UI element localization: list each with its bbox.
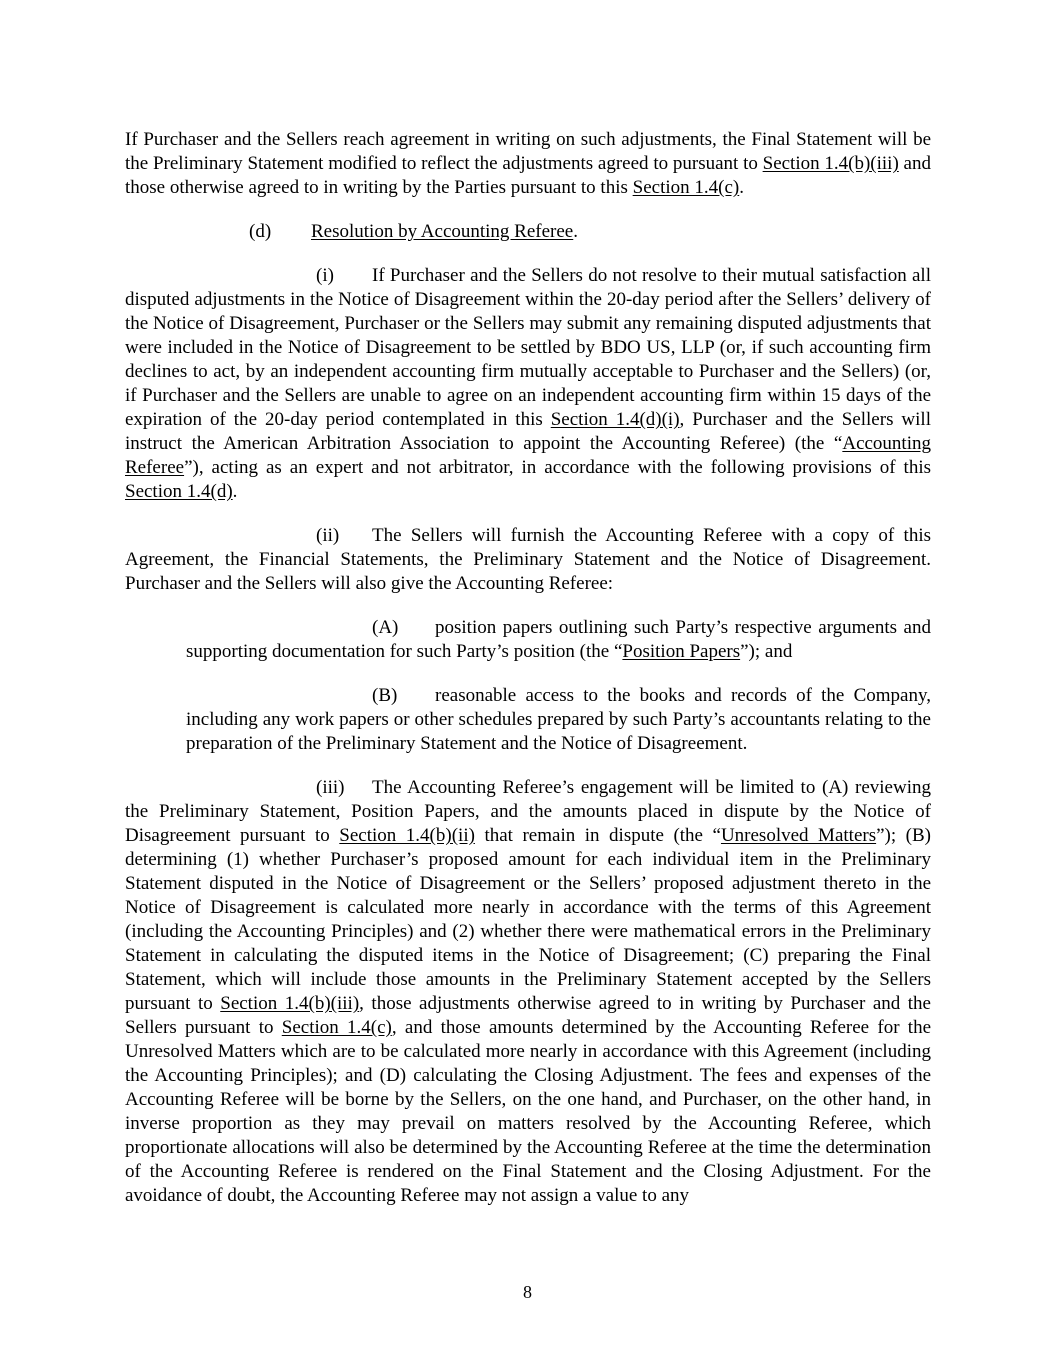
- cross-reference: Unresolved Matters: [720, 825, 877, 846]
- text-run: If Purchaser and the Sellers do not resolve to their mutual satisfaction all disputed adjustments in the Notice of Disagreement within the 20-day period after the Sellers’ delivery of the Notice of Disagreement, Purchaser or the Sellers may submit any remaining disputed adjustments that were included in the Notice of Disagreement to be settled by BDO US, LLP (or, if such accounting firm declines to act, by an independent accounting firm mutually acceptable to Purchaser and the Sellers) (or, if Purchaser and the Sellers are unable to agree on an independent accounting firm within 15 days of the expiration of the 20-day period contemplated in this: [125, 265, 931, 430]
- text-run: ”); and: [740, 641, 793, 662]
- text-run: reasonable access to the books and records of the Company, including any work papers or other schedules prepared by such Party’s accountants relating to the preparation of the Preliminary Statement and the Notice of Disagreement.: [186, 685, 931, 754]
- text-run: , Purchaser and the Sellers will instruct the American Arbitration Association to appoint the Accounting Referee) (the “: [125, 409, 931, 454]
- paragraph-B: [186, 684, 931, 756]
- section-label: (ii): [316, 525, 340, 546]
- cross-reference: Section 1.4(b)(ii): [339, 825, 475, 846]
- text-run: ”), acting as an expert and not arbitrator, in accordance with the following provisions of this: [184, 457, 931, 478]
- paragraph-d: [125, 220, 931, 244]
- document-body: [125, 128, 931, 1228]
- section-label: (i): [316, 265, 334, 286]
- cross-reference: Section 1.4(c): [632, 177, 740, 198]
- section-label: (B): [372, 685, 398, 706]
- paragraph: [125, 128, 931, 200]
- text-run: If Purchaser and the Sellers reach agreement in writing on such adjustments, the Final Statement will be the Preliminary Statement modified to reflect the adjustments agreed to pursuant to: [125, 129, 931, 174]
- text-run: .: [739, 177, 744, 198]
- paragraph-A: [186, 616, 931, 664]
- section-label: (A): [372, 617, 399, 638]
- section-label: (d): [249, 221, 272, 242]
- paragraph-iii: [125, 776, 931, 1208]
- text-run: , and those amounts determined by the Accounting Referee for the Unresolved Matters which are to be calculated more nearly in accordance with this Agreement (including the Accounting Principles); and (D) calculating the Closing Adjustment. The fees and expenses of the Accounting Referee will be borne by the Sellers, on the one hand, and Purchaser, on the other hand, in inverse proportion as they may prevail on matters resolved by the Accounting Referee, which proportionate allocations will also be determined by the Accounting Referee at the time the determination of the Accounting Referee is rendered on the Final Statement and the Closing Adjustment. For the avoidance of doubt, the Accounting Referee may not assign a value to any: [125, 1017, 932, 1206]
- cross-reference: Section 1.4(b)(iii): [220, 993, 360, 1014]
- cross-reference: Position Papers: [622, 641, 741, 662]
- cross-reference: Accounting Referee: [125, 433, 931, 478]
- cross-reference: Section 1.4(d)(i): [550, 409, 680, 430]
- paragraph-ii: [125, 524, 931, 596]
- cross-reference: Section 1.4(d): [125, 481, 233, 502]
- text-run: ”); (B) determining (1) whether Purchaser’s proposed amount for each individual item in the Preliminary Statement disputed in the Notice of Disagreement or the Sellers’ proposed adjustment thereto in the Notice of Disagreement is calculated more nearly in accordance with the terms of this Agreement (including the Accounting Principles) and (2) whether there were mathematical errors in the Preliminary Statement in calculating the disputed items in the Notice of Disagreement; (C) preparing the Final Statement, which will include those amounts in the Preliminary Statement accepted by the Sellers pursuant to: [125, 825, 931, 1014]
- section-label: (iii): [316, 777, 345, 798]
- paragraph-i: [125, 264, 931, 504]
- text-run: The Accounting Referee’s engagement will be limited to (A) reviewing the Preliminary Statement, Position Papers, and the amounts placed in dispute by the Notice of Disagreement pursuant to: [125, 777, 931, 846]
- cross-reference: Section 1.4(c): [281, 1017, 392, 1038]
- cross-reference: Resolution by Accounting Referee: [311, 221, 574, 242]
- cross-reference: Section 1.4(b)(iii): [762, 153, 899, 174]
- text-run: .: [232, 481, 238, 502]
- text-run: .: [573, 221, 578, 242]
- text-run: , those adjustments otherwise agreed to in writing by Purchaser and the Sellers pursuant to: [125, 993, 931, 1038]
- text-run: The Sellers will furnish the Accounting Referee with a copy of this Agreement, the Financial Statements, the Preliminary Statement and the Notice of Disagreement. Purchaser and the Sellers will also give the Accounting Referee:: [125, 525, 931, 594]
- text-run: position papers outlining such Party’s respective arguments and supporting documentation for such Party’s position (the “: [186, 617, 931, 662]
- text-run: that remain in dispute (the “: [474, 825, 721, 846]
- text-run: and those otherwise agreed to in writing by the Parties pursuant to this: [125, 153, 931, 198]
- page-number: 8: [523, 1282, 532, 1302]
